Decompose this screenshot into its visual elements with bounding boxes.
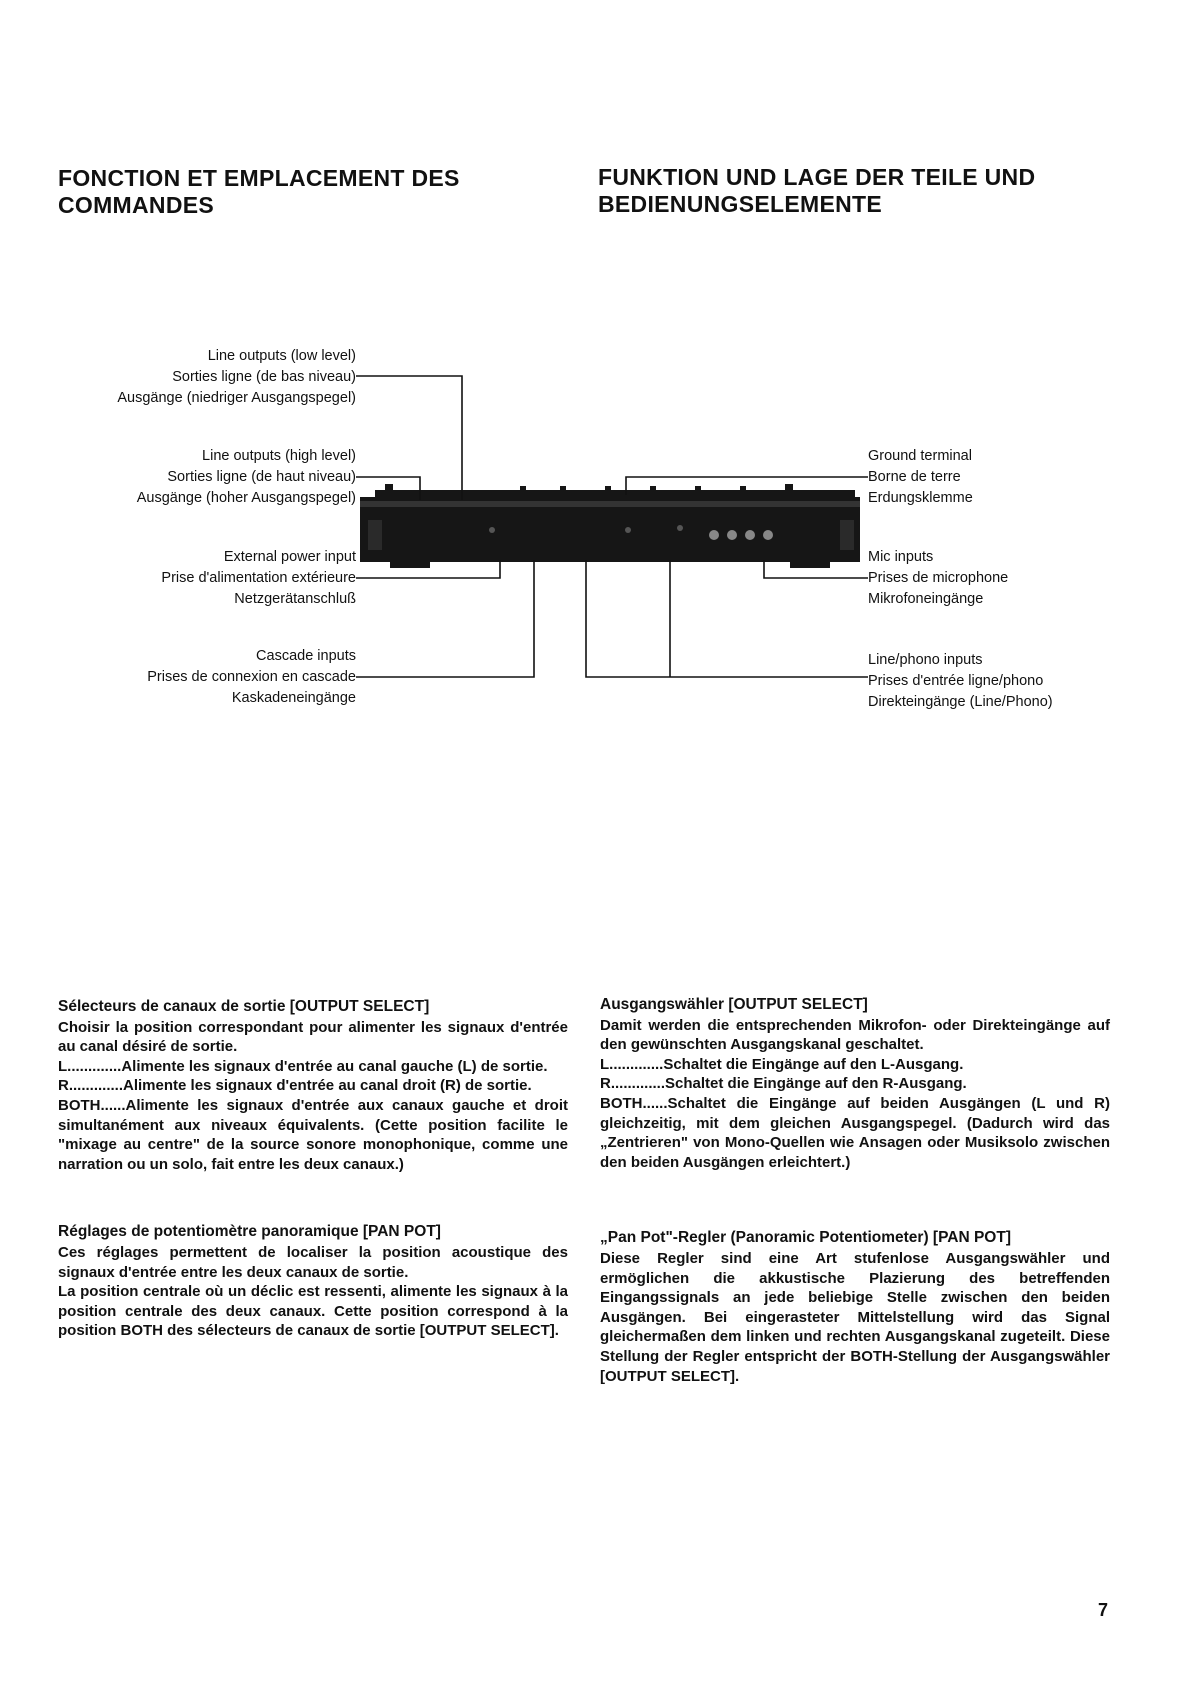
section-title: „Pan Pot"-Regler (Panoramic Potentiometer) [PAN POT] — [600, 1229, 1011, 1247]
french-column — [58, 997, 568, 1389]
list-item: R.............Schaltet die Eingänge auf den R-Ausgang. — [600, 1075, 967, 1093]
section-title: Ausgangswähler [OUTPUT SELECT] — [600, 996, 868, 1013]
list-item: L.............Schaltet die Eingänge auf den L-Ausgang. — [600, 1055, 964, 1073]
german-column — [600, 995, 1110, 1434]
label-mic-inputs: Mic inputs Prises de microphone Mikrofoneingänge — [868, 549, 1009, 607]
fr-output-select-section — [58, 997, 568, 1174]
de-pan-pot-section — [600, 1228, 1110, 1386]
page-number: 7 — [1097, 1600, 1108, 1620]
label-external-power-input: External power input Prise d'alimentation extérieure Netzgerätanschluß — [161, 549, 356, 607]
section-title: Réglages de potentiomètre panoramique [PAN POT] — [58, 1223, 441, 1241]
paragraph: Damit werden die entsprechenden Mikrofon- oder Direkteingänge auf den gewünschten Ausgangskanal geschaltet. — [600, 1016, 1110, 1054]
list-item: R.............Alimente les signaux d'entrée au canal droit (R) de sortie. — [58, 1077, 532, 1095]
list-item: L.............Alimente les signaux d'entrée au canal gauche (L) de sortie. — [58, 1057, 548, 1075]
heading-french: FONCTION ET EMPLACEMENT DES COMMANDES — [58, 165, 460, 218]
paragraph: Diese Regler sind eine Art stufenlose Ausgangswähler und ermöglichen die akkustische Plazierung des betreffenden Eingangssignals an jede beliebige Stelle zwischen den beiden Ausgängen. Bei eingerasteter Mittelstellung wird das Signal gleichermaßen dem linken und rechten Ausgangskanal zugeteilt. Diese Stellung der Regler entspricht der BOTH-Stellung der Ausgangswähler [OUTPUT SELECT]. — [600, 1249, 1110, 1385]
label-line-outputs-low: Line outputs (low level) Sorties ligne (de bas niveau) Ausgänge (niedriger Ausgangspegel) — [117, 348, 356, 406]
heading-german: FUNKTION UND LAGE DER TEILE UND BEDIENUNGSELEMENTE — [598, 164, 1036, 217]
label-ground-terminal: Ground terminal Borne de terre Erdungsklemme — [868, 448, 973, 506]
label-line-phono-inputs: Line/phono inputs Prises d'entrée ligne/phono Direkteingänge (Line/Phono) — [868, 652, 1053, 710]
paragraph: Choisir la position correspondant pour alimenter les signaux d'entrée au canal désiré de sortie. — [58, 1018, 568, 1056]
list-item: BOTH......Schaltet die Eingänge auf beiden Ausgängen (L und R) gleichzeitig, mit dem gleichen Ausgangspegel. (Dadurch wird das „Zentrieren" von Mono-Quellen wie Ansagen oder Musiksolo zwischen den beiden Ausgängen erleichtert.) — [600, 1094, 1110, 1171]
section-title: Sélecteurs de canaux de sortie [OUTPUT SELECT] — [58, 998, 430, 1015]
de-output-select-section — [600, 995, 1110, 1172]
list-item: BOTH......Alimente les signaux d'entrée aux canaux gauche et droit simultanément aux niveaux équivalents. (Cette position facilite le "mixage au centre" de la source sonore monophonique, comme une narration ou un solo, fait entre les deux canaux.) — [58, 1096, 568, 1173]
device-rear-panel — [360, 484, 860, 568]
paragraph: Ces réglages permettent de localiser la position acoustique des signaux d'entrée entre les deux canaux de sortie. — [58, 1243, 568, 1281]
paragraph: La position centrale où un déclic est ressenti, alimente les signaux à la position centrale des deux canaux. Cette position correspond à la position BOTH des sélecteurs de canaux de sortie [OUTPUT SELECT]. — [58, 1283, 568, 1340]
label-cascade-inputs: Cascade inputs Prises de connexion en cascade Kaskadeneingänge — [147, 648, 356, 706]
label-line-outputs-high: Line outputs (high level) Sorties ligne (de haut niveau) Ausgänge (hoher Ausgangspegel) — [136, 448, 356, 506]
fr-pan-pot-section — [58, 1222, 568, 1341]
